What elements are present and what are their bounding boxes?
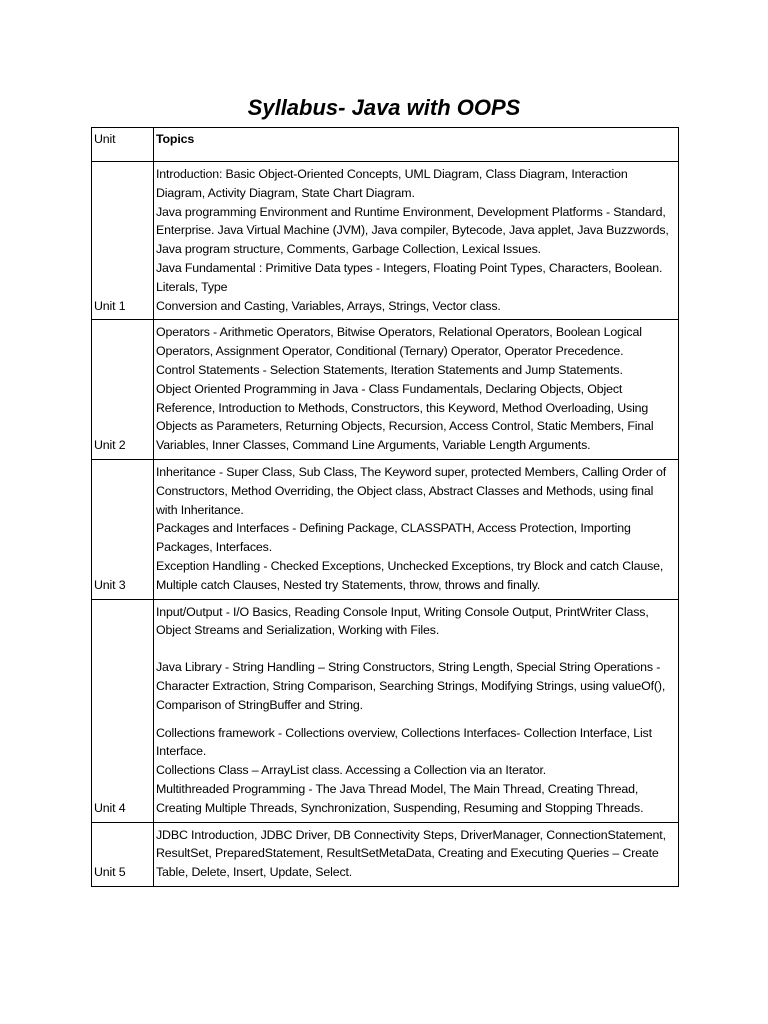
topic-paragraph: Input/Output - I/O Basics, Reading Console Input, Writing Console Output, PrintWriter Class, Object Streams and Serialization, Working with Files. bbox=[156, 604, 649, 638]
topic-paragraph: Control Statements - Selection Statements, Iteration Statements and Jump Statements. bbox=[156, 362, 623, 377]
topic-paragraph: Multithreaded Programming - The Java Thread Model, The Main Thread, Creating Thread, Creating Multiple Threads, Synchronization, Suspending, Resuming and Stopping Threads. bbox=[156, 781, 644, 815]
document-title: Syllabus- Java with OOPS bbox=[247, 95, 521, 120]
topic-paragraph: Java Fundamental : Primitive Data types - Integers, Floating Point Types, Characters, Boolean. Literals, Type bbox=[156, 260, 663, 294]
topic-paragraph: Java Library - String Handling – String Constructors, String Length, Special String Operations - Character Extraction, String Comparison, Searching Strings, Modifying Strings, using valueOf(), Comparison of StringBuffer and String. bbox=[156, 660, 666, 712]
unit-topics bbox=[154, 459, 679, 599]
unit-label: Unit 5 bbox=[92, 822, 154, 886]
header-unit: Unit bbox=[92, 128, 154, 162]
header-topics: Topics bbox=[154, 128, 679, 162]
unit-label: Unit 2 bbox=[92, 320, 154, 460]
topic-paragraph: JDBC Introduction, JDBC Driver, DB Connectivity Steps, DriverManager, ConnectionStatement, ResultSet, PreparedStatement, ResultSetMetaData, Creating and Executing Queries – Create Table, Delete, Insert, Update, Select. bbox=[156, 827, 666, 880]
topic-paragraph: Operators - Arithmetic Operators, Bitwise Operators, Relational Operators, Boolean Logical Operators, Assignment Operator, Conditional (Ternary) Operator, Operator Precedence. bbox=[156, 325, 642, 359]
unit-topics bbox=[154, 822, 679, 886]
unit-topics bbox=[154, 162, 679, 320]
topic-paragraph: Collections Class – ArrayList class. Accessing a Collection via an Iterator. bbox=[156, 763, 547, 778]
topic-paragraph: Conversion and Casting, Variables, Arrays, Strings, Vector class. bbox=[156, 298, 501, 313]
unit-topics bbox=[154, 320, 679, 460]
table-row-unit-4 bbox=[92, 599, 679, 822]
table-row-unit-1 bbox=[92, 162, 679, 320]
topic-paragraph: Exception Handling - Checked Exceptions, Unchecked Exceptions, try Block and catch Clause, Multiple catch Clauses, Nested try Statements, throw, throws and finally. bbox=[156, 558, 664, 592]
topic-paragraph: Introduction: Basic Object-Oriented Concepts, UML Diagram, Class Diagram, Interaction Diagram, Activity Diagram, State Chart Diagram. bbox=[156, 167, 628, 200]
unit-label: Unit 3 bbox=[92, 459, 154, 599]
syllabus-table bbox=[91, 127, 679, 887]
topic-paragraph: Object Oriented Programming in Java - Class Fundamentals, Declaring Objects, Object Reference, Introduction to Methods, Constructors, this Keyword, Method Overloading, Using Objects as Parameters, Returning Objects, Recursion, Access Control, Static Members, Final Variables, Inner Classes, Command Line Arguments, Variable Length Arguments. bbox=[156, 381, 654, 453]
topic-paragraph: Packages and Interfaces - Defining Package, CLASSPATH, Access Protection, Importing Packages, Interfaces. bbox=[156, 521, 631, 555]
table-header-row bbox=[92, 128, 679, 162]
unit-label: Unit 4 bbox=[92, 599, 154, 822]
unit-label: Unit 1 bbox=[92, 162, 154, 320]
topic-paragraph: Java programming Environment and Runtime Environment, Development Platforms - Standard, Enterprise. Java Virtual Machine (JVM), Java compiler, Bytecode, Java applet, Java Buzzwords, Java program structure, Comments, Garbage Collection, Lexical Issues. bbox=[156, 204, 669, 257]
table-row-unit-3 bbox=[92, 459, 679, 599]
topic-paragraph: Inheritance - Super Class, Sub Class, The Keyword super, protected Members, Calling Order of Constructors, Method Overriding, the Object class, Abstract Classes and Methods, using final with Inheritance. bbox=[156, 464, 667, 517]
topic-paragraph: Collections framework - Collections overview, Collections Interfaces- Collection Interface, List Interface. bbox=[156, 725, 652, 759]
unit-topics bbox=[154, 599, 679, 822]
table-row-unit-5 bbox=[92, 822, 679, 886]
table-row-unit-2 bbox=[92, 320, 679, 460]
